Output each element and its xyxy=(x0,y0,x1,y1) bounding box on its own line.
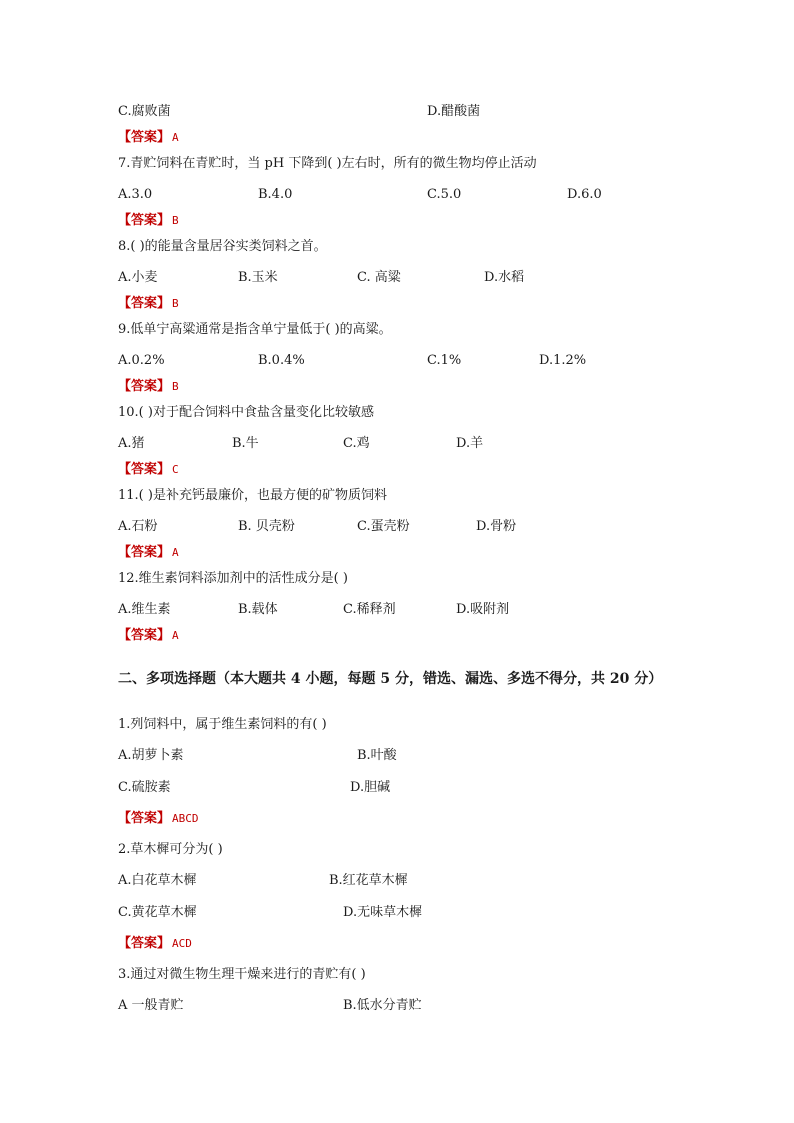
option-b: B.牛 xyxy=(232,436,259,451)
answer-value: ACD xyxy=(172,937,192,950)
answer-label: 【答案】 xyxy=(118,545,171,560)
option-d: D.6.0 xyxy=(567,187,602,202)
option-b: B.0.4% xyxy=(258,353,305,368)
option-d: D.水稻 xyxy=(484,270,525,285)
question-8-options xyxy=(0,268,794,288)
answer-label: 【答案】 xyxy=(118,213,171,228)
option-a: A.小麦 xyxy=(118,270,158,285)
option-c: C.5.0 xyxy=(427,187,462,202)
answer-line xyxy=(118,211,179,231)
answer-label: 【答案】 xyxy=(118,936,171,951)
option-a: A.0.2% xyxy=(118,353,165,368)
question-7-stem: 7.青贮饲料在青贮时，当 pH 下降到( )左右时，所有的微生物均停止活动 xyxy=(118,156,537,171)
option-c: C.蛋壳粉 xyxy=(357,519,410,534)
answer-value: B xyxy=(172,297,179,310)
multi-question-1-options-row1 xyxy=(0,746,794,766)
option-a: A.胡萝卜素 xyxy=(118,748,184,763)
multi-question-1-options-row2 xyxy=(0,778,794,798)
question-11-options xyxy=(0,517,794,537)
answer-line xyxy=(118,377,179,397)
question-9-options xyxy=(0,351,794,371)
option-b: B.玉米 xyxy=(238,270,278,285)
answer-value: ABCD xyxy=(172,812,199,825)
option-a: A.猪 xyxy=(118,436,145,451)
option-a: A.3.0 xyxy=(118,187,153,202)
option-a: A.白花草木樨 xyxy=(118,873,197,888)
option-a: A.石粉 xyxy=(118,519,158,534)
answer-value: A xyxy=(172,546,179,559)
option-c: C.鸡 xyxy=(343,436,370,451)
option-d: D.骨粉 xyxy=(476,519,517,534)
option-c: C.腐败菌 xyxy=(118,104,171,119)
question-10-stem: 10.( )对于配合饲料中食盐含量变化比较敏感 xyxy=(118,405,374,420)
option-d: D.无味草木樨 xyxy=(343,905,423,920)
option-c: C.硫胺素 xyxy=(118,780,171,795)
option-d: D.吸附剂 xyxy=(456,602,510,617)
answer-line xyxy=(118,934,192,954)
option-d: D.羊 xyxy=(456,436,484,451)
answer-label: 【答案】 xyxy=(118,811,171,826)
question-10-options xyxy=(0,434,794,454)
answer-value: C xyxy=(172,463,179,476)
answer-line xyxy=(118,128,179,148)
answer-label: 【答案】 xyxy=(118,296,171,311)
option-c: C.稀释剂 xyxy=(343,602,396,617)
multi-question-2-options-row2 xyxy=(0,903,794,923)
question-11-stem: 11.( )是补充钙最廉价，也最方便的矿物质饲料 xyxy=(118,488,387,503)
answer-value: A xyxy=(172,131,179,144)
answer-line xyxy=(118,626,179,646)
option-b: B.4.0 xyxy=(258,187,293,202)
answer-value: B xyxy=(172,380,179,393)
multi-question-1-stem: 1.列饲料中，属于维生素饲料的有( ) xyxy=(118,717,327,732)
option-b: B.载体 xyxy=(238,602,278,617)
question-8-stem: 8.( )的能量含量居谷实类饲料之首。 xyxy=(118,239,327,254)
option-b: B. 贝壳粉 xyxy=(238,519,295,534)
question-12-options xyxy=(0,600,794,620)
option-c: C.1% xyxy=(427,353,462,368)
answer-label: 【答案】 xyxy=(118,628,171,643)
option-d: D.胆碱 xyxy=(350,780,391,795)
multi-question-3-stem: 3.通过对微生物生理干燥来进行的青贮有( ) xyxy=(118,967,366,982)
answer-line xyxy=(118,809,199,829)
multi-question-3-options-row1 xyxy=(0,996,794,1016)
answer-label: 【答案】 xyxy=(118,379,171,394)
option-c: C. 高粱 xyxy=(357,270,401,285)
question-6-options xyxy=(0,102,794,122)
option-d: D.1.2% xyxy=(539,353,587,368)
question-7-options xyxy=(0,185,794,205)
option-c: C.黄花草木樨 xyxy=(118,905,197,920)
answer-label: 【答案】 xyxy=(118,462,171,477)
answer-value: A xyxy=(172,629,179,642)
section-heading: 二、多项选择题（本大题共 4 小题，每题 5 分，错选、漏选、多选不得分，共 20 分） xyxy=(118,671,663,687)
answer-label: 【答案】 xyxy=(118,130,171,145)
multi-question-2-options-row1 xyxy=(0,871,794,891)
option-b: B.叶酸 xyxy=(357,748,397,763)
answer-line xyxy=(118,294,179,314)
option-b: B.红花草木樨 xyxy=(329,873,408,888)
answer-value: B xyxy=(172,214,179,227)
option-d: D.醋酸菌 xyxy=(427,104,481,119)
option-b: B.低水分青贮 xyxy=(343,998,422,1013)
option-a: A 一般青贮 xyxy=(118,998,184,1013)
option-a: A.维生素 xyxy=(118,602,171,617)
answer-line xyxy=(118,460,179,480)
question-9-stem: 9.低单宁高粱通常是指含单宁量低于( )的高粱。 xyxy=(118,322,392,337)
answer-line xyxy=(118,543,179,563)
multi-question-2-stem: 2.草木樨可分为( ) xyxy=(118,842,223,857)
question-12-stem: 12.维生素饲料添加剂中的活性成分是( ) xyxy=(118,571,348,586)
